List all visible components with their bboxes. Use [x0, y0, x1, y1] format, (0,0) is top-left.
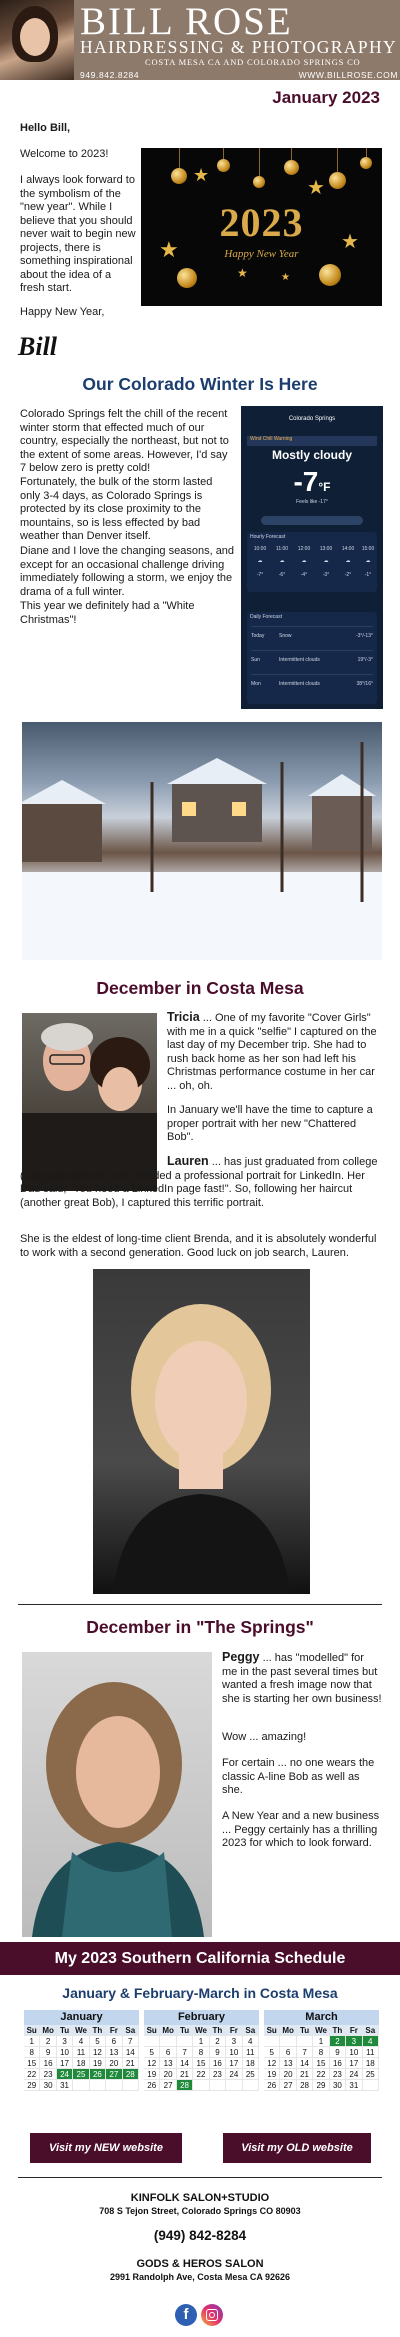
cloud-icon: ☁ [323, 558, 329, 564]
lauren-paragraph-2: She is the eldest of long-time client Brenda, and it is absolutely wonderful to work with a second generation. Good luck on job search, Lauren. [20, 1233, 377, 1259]
calendar-february-title: February [144, 2010, 259, 2025]
weekday-header: Sa [363, 2025, 379, 2036]
calendar-day: 8 [313, 2047, 329, 2058]
weekday-header: We [313, 2025, 329, 2036]
weather-temperature: -7°F [293, 466, 331, 497]
footer-salon-2: GODS & HEROS SALON [136, 2258, 264, 2270]
footer-address-1: 708 S Tejon Street, Colorado Springs CO 80903 [99, 2206, 301, 2216]
calendar-day: 19 [264, 2069, 280, 2080]
calendar-day: 3 [226, 2036, 242, 2047]
calendar-day: 26 [144, 2080, 160, 2091]
calendar-day: 13 [106, 2047, 122, 2058]
calendar-day: 22 [24, 2069, 40, 2080]
calendar-day: 27 [280, 2080, 296, 2091]
calendar-day: 5 [90, 2036, 106, 2047]
calendar-day: 19 [144, 2069, 160, 2080]
weekday-header: Mo [160, 2025, 176, 2036]
calendar-day: 9 [40, 2047, 56, 2058]
hour-time: 10:00 [253, 546, 267, 552]
calendar-day: 16 [330, 2058, 346, 2069]
lauren-portrait-photo [93, 1269, 310, 1594]
weekday-header: We [193, 2025, 209, 2036]
calendar-day: 1 [24, 2036, 40, 2047]
calendar-day [160, 2036, 176, 2047]
weekday-header: Fr [226, 2025, 242, 2036]
calendar-day: 23 [330, 2069, 346, 2080]
calendar-day: 18 [363, 2058, 379, 2069]
winter-p1: Colorado Springs felt the chill of the recent winter storm that effected much of our country, especially the northeast, but not to the extent of some areas. However, I'd say 7 below zero is pretty cold! [20, 408, 229, 474]
cloud-icon: ☁ [257, 558, 263, 564]
weekday-header: Fr [346, 2025, 362, 2036]
hourly-forecast-panel [247, 532, 377, 592]
weekday-header: Th [330, 2025, 346, 2036]
calendar-day: 30 [40, 2080, 56, 2091]
visit-new-website-button[interactable]: Visit my NEW website [30, 2133, 182, 2163]
peggy-paragraph: Peggy ... has "modelled" for me in the past several times but wanted a fresh image now that she is starting her own business! [222, 1650, 382, 1705]
weekday-header: Sa [123, 2025, 139, 2036]
weekday-header: We [73, 2025, 89, 2036]
cloud-icon: ☁ [301, 558, 307, 564]
weather-city: Colorado Springs [288, 416, 336, 422]
closing-text: Happy New Year, [20, 306, 105, 318]
calendar-day [90, 2080, 106, 2091]
calendar-day: 14 [177, 2058, 193, 2069]
weekday-header: Mo [40, 2025, 56, 2036]
calendar-day-scheduled: 26 [90, 2069, 106, 2080]
weekday-header: Tu [297, 2025, 313, 2036]
calendar-day: 2 [40, 2036, 56, 2047]
calendar-day: 8 [24, 2047, 40, 2058]
portrait-illustration [93, 1269, 310, 1594]
portrait-illustration [22, 1652, 212, 1937]
calendar-day-scheduled: 25 [73, 2069, 89, 2080]
springs-p3: For certain ... no one wears the classic A-line Bob as well as she. [222, 1757, 375, 1796]
calendar-day [243, 2080, 259, 2091]
calendar-day: 31 [346, 2080, 362, 2091]
schedule-banner [0, 1942, 400, 1975]
calendar-day: 11 [73, 2047, 89, 2058]
winter-p3: Diane and I love the changing seasons, and except for an occasional challenge driving immediately following a storm, we enjoy the drama of a full winter. [20, 545, 235, 598]
calendar-day-scheduled: 4 [363, 2036, 379, 2047]
calendar-day: 5 [264, 2047, 280, 2058]
calendar-day: 5 [144, 2047, 160, 2058]
calendar-day: 21 [297, 2069, 313, 2080]
calendar-day-scheduled: 3 [346, 2036, 362, 2047]
hour-temp: -1° [364, 572, 372, 578]
calendar-day: 24 [226, 2069, 242, 2080]
calendar-day: 26 [264, 2080, 280, 2091]
hourly-label: Hourly Forecast [250, 534, 286, 540]
tricia-name: Tricia [167, 1010, 200, 1024]
section-divider [18, 2177, 382, 2178]
weekday-header: Fr [106, 2025, 122, 2036]
calendar-day: 7 [177, 2047, 193, 2058]
calendar-day: 6 [106, 2036, 122, 2047]
calendar-day: 10 [226, 2047, 242, 2058]
header-portrait [0, 0, 74, 80]
header-banner [0, 0, 400, 80]
weekday-header: Sa [243, 2025, 259, 2036]
weekday-header: Th [210, 2025, 226, 2036]
signature: Bill [18, 332, 58, 361]
calendar-day: 20 [106, 2058, 122, 2069]
lauren-name: Lauren [167, 1154, 209, 1168]
calendar-day: 10 [346, 2047, 362, 2058]
tricia-paragraph-2: In January we'll have the time to capture a proper portrait with her new "Chattered Bob". [167, 1104, 373, 1143]
hour-time: 11:00 [275, 546, 289, 552]
calendar-day: 8 [193, 2047, 209, 2058]
calendar-day-scheduled: 28 [177, 2080, 193, 2091]
daily-row: Mon Intermittent clouds 38°/16° [251, 674, 373, 695]
daily-row: Sun Intermittent clouds 19°/-3° [251, 650, 373, 671]
card-greeting: Happy New Year [224, 248, 299, 260]
calendar-day: 24 [346, 2069, 362, 2080]
calendar-day: 6 [280, 2047, 296, 2058]
winter-p4: This year we definitely had a "White Christmas"! [20, 600, 195, 626]
schedule-subtitle: January & February-March in Costa Mesa [62, 1985, 338, 2001]
hour-time: 12:00 [297, 546, 311, 552]
calendar-day: 30 [330, 2080, 346, 2091]
snowy-neighborhood-photo [22, 722, 382, 960]
visit-old-website-button[interactable]: Visit my OLD website [223, 2133, 371, 2163]
calendar-day: 12 [144, 2058, 160, 2069]
daily-label: Daily Forecast [250, 614, 282, 620]
cloud-icon: ☁ [279, 558, 285, 564]
section-divider [18, 1604, 382, 1605]
calendar-day: 12 [264, 2058, 280, 2069]
weekday-header: Th [90, 2025, 106, 2036]
footer-phone[interactable]: (949) 842-8284 [153, 2228, 247, 2243]
weather-alert: Wind Chill Warning [247, 436, 377, 446]
calendar-day [226, 2080, 242, 2091]
calendar-day: 22 [313, 2069, 329, 2080]
calendar-day: 22 [193, 2069, 209, 2080]
calendar-day: 21 [177, 2069, 193, 2080]
calendar-day: 6 [160, 2047, 176, 2058]
weekday-header: Tu [57, 2025, 73, 2036]
cloud-icon: ☁ [345, 558, 351, 564]
weekday-header: Tu [177, 2025, 193, 2036]
calendar-day [363, 2080, 379, 2091]
weekday-header: Su [144, 2025, 160, 2036]
springs-title: December in "The Springs" [86, 1617, 314, 1637]
hour-time: 14:00 [341, 546, 355, 552]
brand-tagline: HAIRDRESSING & PHOTOGRAPHY [80, 37, 398, 57]
calendar-day-scheduled: 24 [57, 2069, 73, 2080]
brand-name: BILL ROSE [80, 0, 293, 43]
calendar-day: 16 [40, 2058, 56, 2069]
greeting: Hello Bill, [20, 122, 71, 134]
header-website[interactable]: WWW.BILLROSE.COM [298, 70, 398, 80]
calendar-day [123, 2080, 139, 2091]
instagram-icon[interactable] [201, 2304, 223, 2326]
houses-illustration [22, 722, 382, 960]
calendar-day: 16 [210, 2058, 226, 2069]
weekday-header: Su [24, 2025, 40, 2036]
peggy-name: Peggy [222, 1650, 260, 1664]
schedule-title: My 2023 Southern California Schedule [54, 1950, 346, 1967]
calendar-day: 1 [193, 2036, 209, 2047]
hour-temp: -7° [256, 572, 264, 578]
calendar-day [297, 2036, 313, 2047]
calendar-day: 29 [313, 2080, 329, 2091]
hour-time: 13:00 [319, 546, 333, 552]
calendar-day: 31 [57, 2080, 73, 2091]
peggy-portrait-photo [22, 1652, 212, 1937]
card-year: 2023 [219, 200, 304, 245]
springs-p2: Wow ... amazing! [222, 1731, 307, 1743]
hour-temp: -3° [322, 572, 330, 578]
calendar-day: 18 [73, 2058, 89, 2069]
calendar-day [193, 2080, 209, 2091]
calendar-day: 4 [243, 2036, 259, 2047]
weather-condition: Mostly cloudy [271, 448, 352, 462]
calendar-day: 7 [297, 2047, 313, 2058]
calendar-day: 11 [243, 2047, 259, 2058]
calendar-day: 17 [226, 2058, 242, 2069]
calendar-day: 19 [90, 2058, 106, 2069]
weather-screenshot [241, 406, 383, 709]
calendar-day [264, 2036, 280, 2047]
calendar-day [106, 2080, 122, 2091]
welcome-text: Welcome to 2023! [20, 148, 109, 160]
calendar-day: 13 [280, 2058, 296, 2069]
calendar-day: 17 [346, 2058, 362, 2069]
springs-p4: A New Year and a new business ... Peggy certainly has a thrilling 2023 for which to look forward. [222, 1810, 380, 1849]
calendar-day [144, 2036, 160, 2047]
calendar-day: 25 [363, 2069, 379, 2080]
calendar-day: 9 [210, 2047, 226, 2058]
calendar-day: 25 [243, 2069, 259, 2080]
hour-temp: -6° [278, 572, 286, 578]
calendar-day-scheduled: 27 [106, 2069, 122, 2080]
daily-forecast-panel [247, 612, 377, 704]
calendar-day: 15 [193, 2058, 209, 2069]
calendar-day: 23 [40, 2069, 56, 2080]
intro-body: I always look forward to the symbolism of the "new year". While I believe that you should never wait to begin new projects, there is something inspirational about the idea of a fresh start. [20, 174, 136, 294]
calendar-day: 3 [57, 2036, 73, 2047]
cloud-icon: ☁ [365, 558, 371, 564]
calendar-day-scheduled: 28 [123, 2069, 139, 2080]
calendar-day: 10 [57, 2047, 73, 2058]
calendar-day: 15 [313, 2058, 329, 2069]
calendar-day: 7 [123, 2036, 139, 2047]
header-phone[interactable]: 949.842.8284 [80, 70, 140, 80]
weekday-header: Mo [280, 2025, 296, 2036]
hour-time: 15:00 [361, 546, 375, 552]
tricia-paragraph: Tricia ... One of my favorite "Cover Girls" with me in a quick "selfie" I captured on the last day of my December trip. She had to rush back home as her son had left his Christmas performance costume in her car ... oh, oh. [167, 1010, 377, 1092]
calendar-day: 15 [24, 2058, 40, 2069]
calendar-day: 11 [363, 2047, 379, 2058]
hour-temp: -2° [344, 572, 352, 578]
calendar-day: 1 [313, 2036, 329, 2047]
costa-mesa-title: December in Costa Mesa [96, 978, 304, 998]
calendar-day: 20 [280, 2069, 296, 2080]
footer-address-2: 2991 Randolph Ave, Costa Mesa CA 92626 [109, 2272, 291, 2282]
winter-title: Our Colorado Winter Is Here [82, 374, 318, 394]
calendar-day: 18 [243, 2058, 259, 2069]
daily-row: Today Snow -3°/-13° [251, 626, 373, 647]
calendar-day: 23 [210, 2069, 226, 2080]
calendar-day: 27 [160, 2080, 176, 2091]
hour-temp: -4° [300, 572, 308, 578]
calendar-day [73, 2080, 89, 2091]
calendar-day [177, 2036, 193, 2047]
calendar-day: 20 [160, 2069, 176, 2080]
calendar-day [280, 2036, 296, 2047]
weather-bar [261, 516, 363, 525]
calendar-day: 17 [57, 2058, 73, 2069]
calendar-day: 9 [330, 2047, 346, 2058]
newsletter-month: January 2023 [272, 88, 380, 107]
calendar-day: 14 [297, 2058, 313, 2069]
weekday-header: Su [264, 2025, 280, 2036]
calendar-day [210, 2080, 226, 2091]
calendar-day: 29 [24, 2080, 40, 2091]
calendar-day-scheduled: 2 [330, 2036, 346, 2047]
calendar-day: 14 [123, 2047, 139, 2058]
calendar-day: 4 [73, 2036, 89, 2047]
brand-locations: COSTA MESA CA AND COLORADO SPRINGS CO [145, 57, 361, 67]
winter-p2: Fortunately, the bulk of the storm lasted only 3-4 days, as Colorado Springs is protected by its close proximity to the mountains, so is less effected by bad weather than Denver itself. [20, 476, 213, 542]
footer-salon-1: KINFOLK SALON+STUDIO [130, 2192, 270, 2204]
calendar-day: 21 [123, 2058, 139, 2069]
lauren-paragraph: Lauren ... has just graduated from college (Congratulations!!) and needed a professional portrait for LinkedIn. Her Dad said, "You need a LinkedIn page fast!". So, following her haircut (another great Bob), I captured this terrific portrait. [20, 1154, 378, 1209]
calendar-day: 12 [90, 2047, 106, 2058]
weather-feels-like: Feels like -17° [296, 499, 328, 505]
calendar-march-title: March [264, 2010, 379, 2025]
calendar-january-title: January [24, 2010, 139, 2025]
calendar-day: 13 [160, 2058, 176, 2069]
calendar-day: 2 [210, 2036, 226, 2047]
facebook-icon[interactable]: f [175, 2304, 197, 2326]
calendar-day: 28 [297, 2080, 313, 2091]
new-year-image: ★ ★ ★ ★ ★ ★ 2023 Happy New Year [141, 148, 382, 306]
